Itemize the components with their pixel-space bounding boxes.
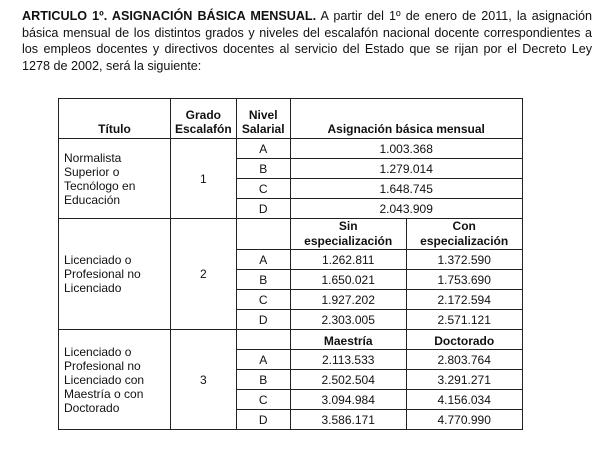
nivel-cell: A bbox=[236, 250, 290, 270]
titulo-line: Maestría o con bbox=[64, 386, 144, 401]
header-nivel-line1: Nivel bbox=[248, 108, 278, 122]
value-cell: 2.172.594 bbox=[406, 290, 522, 310]
header-grado-line2: Escalafón bbox=[175, 122, 232, 136]
value-cell: 3.586.171 bbox=[290, 410, 406, 430]
nivel-cell: C bbox=[236, 390, 290, 410]
header-asignacion: Asignación básica mensual bbox=[290, 99, 522, 139]
value-cell: 1.262.811 bbox=[290, 250, 406, 270]
titulo-grado-1 bbox=[59, 139, 171, 219]
nivel-cell: D bbox=[236, 310, 290, 330]
value-cell: 1.003.368 bbox=[290, 139, 522, 159]
value-cell: 1.372.590 bbox=[406, 250, 522, 270]
value-cell: 1.650.021 bbox=[290, 270, 406, 290]
table-header-row bbox=[59, 99, 523, 139]
nivel-blank-cell bbox=[236, 330, 290, 350]
grado-cell: 3 bbox=[171, 330, 237, 430]
value-cell: 1.753.690 bbox=[406, 270, 522, 290]
value-cell: 4.770.990 bbox=[406, 410, 522, 430]
nivel-cell: C bbox=[236, 290, 290, 310]
subheader-doctorado: Doctorado bbox=[406, 330, 522, 350]
titulo-line: Licenciado con bbox=[64, 372, 145, 387]
header-nivel-line2: Salarial bbox=[241, 122, 285, 136]
titulo-line: Licenciado o bbox=[64, 344, 132, 359]
nivel-cell: B bbox=[236, 159, 290, 179]
subheader-line: especialización bbox=[420, 234, 509, 248]
titulo-line: Tecnólogo en bbox=[64, 178, 136, 193]
titulo-line: Profesional no bbox=[64, 267, 141, 281]
titulo-line: Educación bbox=[64, 192, 121, 207]
subheader-row bbox=[59, 330, 523, 350]
header-grado-line1: Grado bbox=[185, 108, 222, 122]
titulo-line: Profesional no bbox=[64, 358, 141, 373]
header-grado bbox=[171, 99, 237, 139]
value-cell: 3.094.984 bbox=[290, 390, 406, 410]
table-row bbox=[59, 139, 523, 159]
nivel-cell: B bbox=[236, 370, 290, 390]
nivel-cell: B bbox=[236, 270, 290, 290]
subheader-row bbox=[59, 219, 523, 250]
value-cell: 2.502.504 bbox=[290, 370, 406, 390]
subheader-line: Sin bbox=[338, 219, 358, 233]
value-cell: 2.803.764 bbox=[406, 350, 522, 370]
value-cell: 1.927.202 bbox=[290, 290, 406, 310]
nivel-cell: A bbox=[236, 139, 290, 159]
nivel-cell: A bbox=[236, 350, 290, 370]
titulo-line: Superior o bbox=[64, 164, 120, 179]
value-cell: 2.043.909 bbox=[290, 199, 522, 219]
titulo-line: Normalista bbox=[64, 150, 122, 165]
nivel-cell: C bbox=[236, 179, 290, 199]
grado-cell: 2 bbox=[171, 219, 237, 330]
article-heading: ARTICULO 1º. ASIGNACIÓN BÁSICA MENSUAL. bbox=[22, 9, 317, 23]
subheader-sin-especializacion bbox=[290, 219, 406, 250]
value-cell: 1.279.014 bbox=[290, 159, 522, 179]
titulo-grado-2 bbox=[59, 219, 171, 330]
nivel-blank-cell bbox=[236, 219, 290, 250]
nivel-cell: D bbox=[236, 199, 290, 219]
value-cell: 2.303.005 bbox=[290, 310, 406, 330]
titulo-line: Licenciado bbox=[64, 281, 122, 295]
value-cell: 2.571.121 bbox=[406, 310, 522, 330]
titulo-line: Doctorado bbox=[64, 400, 120, 415]
subheader-maestria: Maestría bbox=[290, 330, 406, 350]
titulo-line: Licenciado o bbox=[64, 253, 132, 267]
value-cell: 3.291.271 bbox=[406, 370, 522, 390]
grado-cell: 1 bbox=[171, 139, 237, 219]
header-nivel bbox=[236, 99, 290, 139]
titulo-grado-3 bbox=[59, 330, 171, 430]
nivel-cell: D bbox=[236, 410, 290, 430]
value-cell: 4.156.034 bbox=[406, 390, 522, 410]
value-cell: 1.648.745 bbox=[290, 179, 522, 199]
subheader-con-especializacion bbox=[406, 219, 522, 250]
intro-paragraph bbox=[22, 8, 592, 74]
subheader-line: especialización bbox=[304, 234, 393, 248]
subheader-line: Con bbox=[452, 219, 476, 233]
article-body: A partir del 1º de enero de 2011, la asignación básica mensual de los distintos grados y niveles del escalafón nacional docente correspondientes a los empleos docentes y directivos docentes al servicio del Estado que se rijan por el Decreto Ley 1278 de 2002, será la siguiente: bbox=[22, 9, 592, 73]
salary-table bbox=[58, 98, 523, 430]
header-titulo: Título bbox=[59, 99, 171, 139]
value-cell: 2.113.533 bbox=[290, 350, 406, 370]
